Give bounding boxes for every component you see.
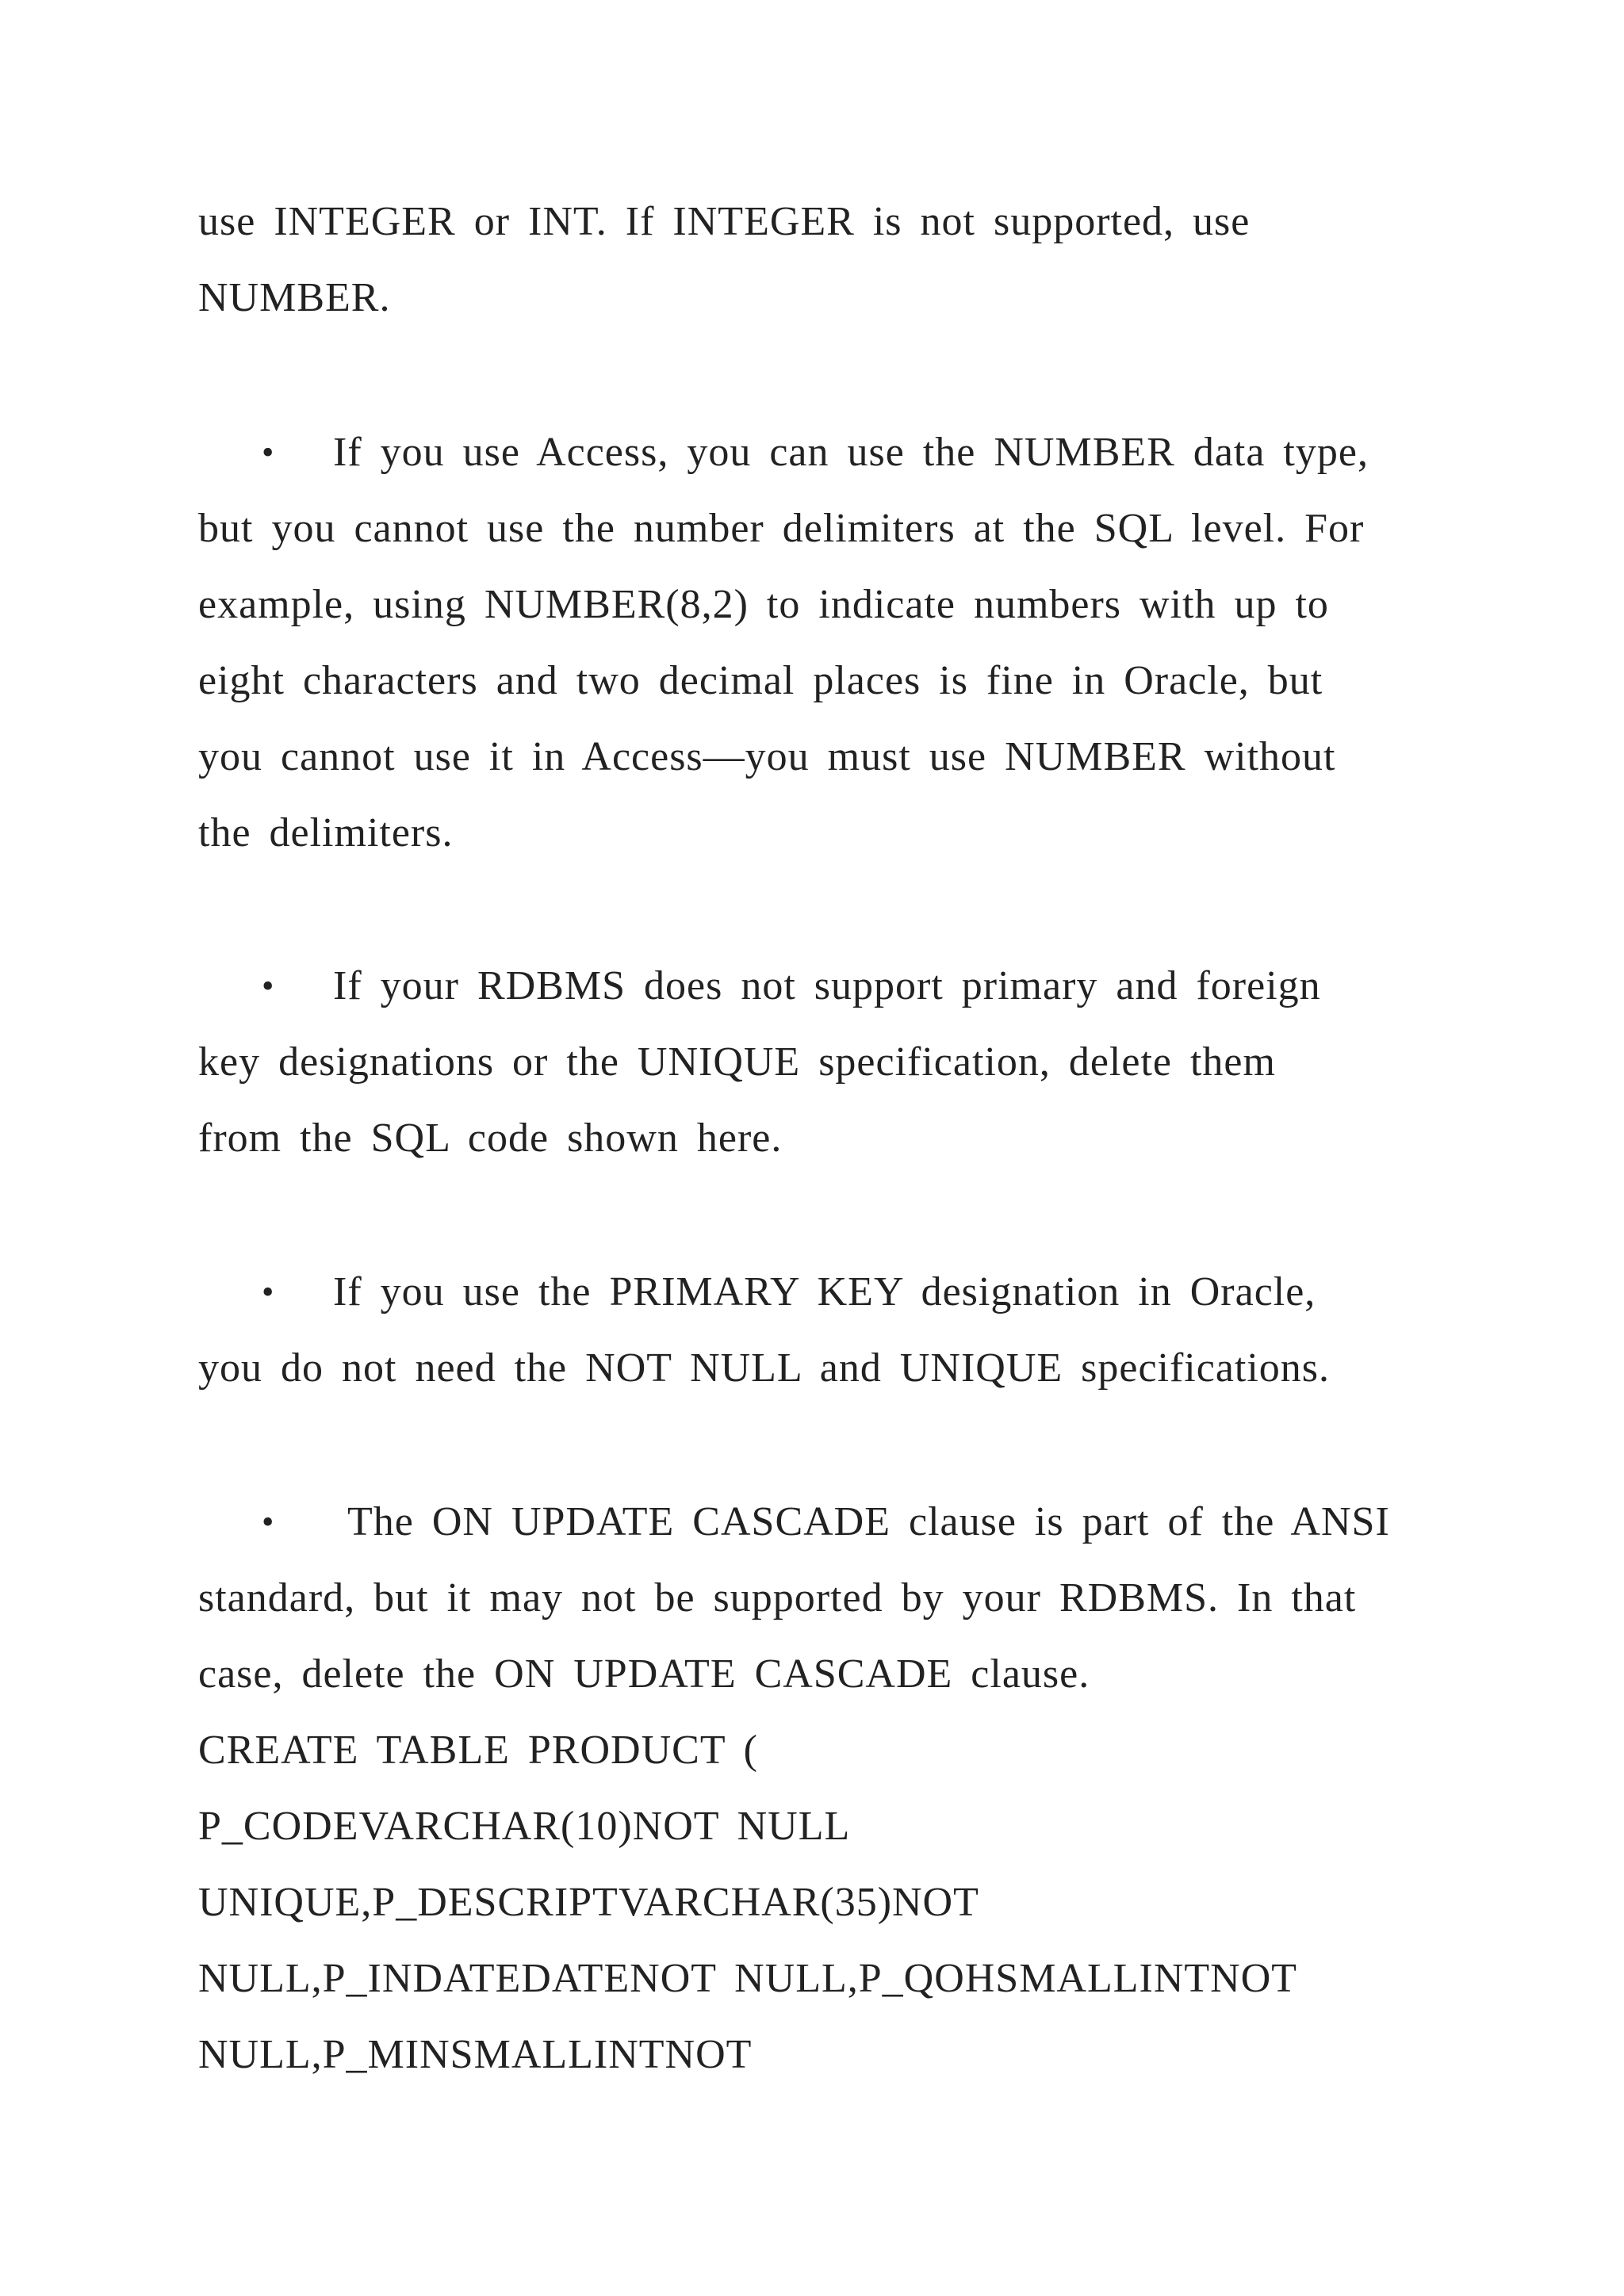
bullet-1-line-3: example, using NUMBER(8,2) to indicate numbers with up to	[198, 582, 1329, 627]
bullet-3-line-2: you do not need the NOT NULL and UNIQUE specifications.	[198, 1345, 1331, 1391]
intro-line-1: use INTEGER or INT. If INTEGER is not supported, use	[198, 199, 1251, 244]
code-line-5: NULL,P_MINSMALLINTNOT	[198, 2032, 753, 2077]
code-line-2: P_CODEVARCHAR(10)NOT NULL	[198, 1804, 851, 1849]
bullet-marker: •	[262, 1272, 274, 1311]
bullet-1-line-4: eight characters and two decimal places is fine in Oracle, but	[198, 658, 1323, 703]
code-line-3: UNIQUE,P_DESCRIPTVARCHAR(35)NOT	[198, 1880, 979, 1925]
bullet-2-line-1: If your RDBMS does not support primary and foreign	[333, 963, 1321, 1008]
code-line-1: CREATE TABLE PRODUCT (	[198, 1728, 758, 1773]
bullet-marker: •	[262, 433, 274, 472]
bullet-4-line-3: case, delete the ON UPDATE CASCADE clause.	[198, 1651, 1090, 1697]
bullet-1-line-6: the delimiters.	[198, 810, 454, 855]
bullet-marker: •	[262, 1502, 274, 1541]
code-line-4: NULL,P_INDATEDATENOT NULL,P_QOHSMALLINTNOT	[198, 1956, 1298, 2001]
bullet-1-line-2: but you cannot use the number delimiters at the SQL level. For	[198, 506, 1365, 551]
bullet-1-line-1: If you use Access, you can use the NUMBER data type,	[333, 430, 1369, 475]
bullet-4-line-2: standard, but it may not be supported by your RDBMS. In that	[198, 1575, 1357, 1621]
bullet-1-line-5: you cannot use it in Access—you must use NUMBER without	[198, 734, 1336, 779]
bullet-4-line-1: The ON UPDATE CASCADE clause is part of the ANSI	[347, 1499, 1390, 1544]
bullet-2-line-3: from the SQL code shown here.	[198, 1115, 783, 1161]
bullet-3-line-1: If you use the PRIMARY KEY designation in Oracle,	[333, 1269, 1316, 1314]
bullet-marker: •	[262, 966, 274, 1005]
bullet-2-line-2: key designations or the UNIQUE specification, delete them	[198, 1039, 1276, 1085]
intro-line-2: NUMBER.	[198, 275, 391, 320]
